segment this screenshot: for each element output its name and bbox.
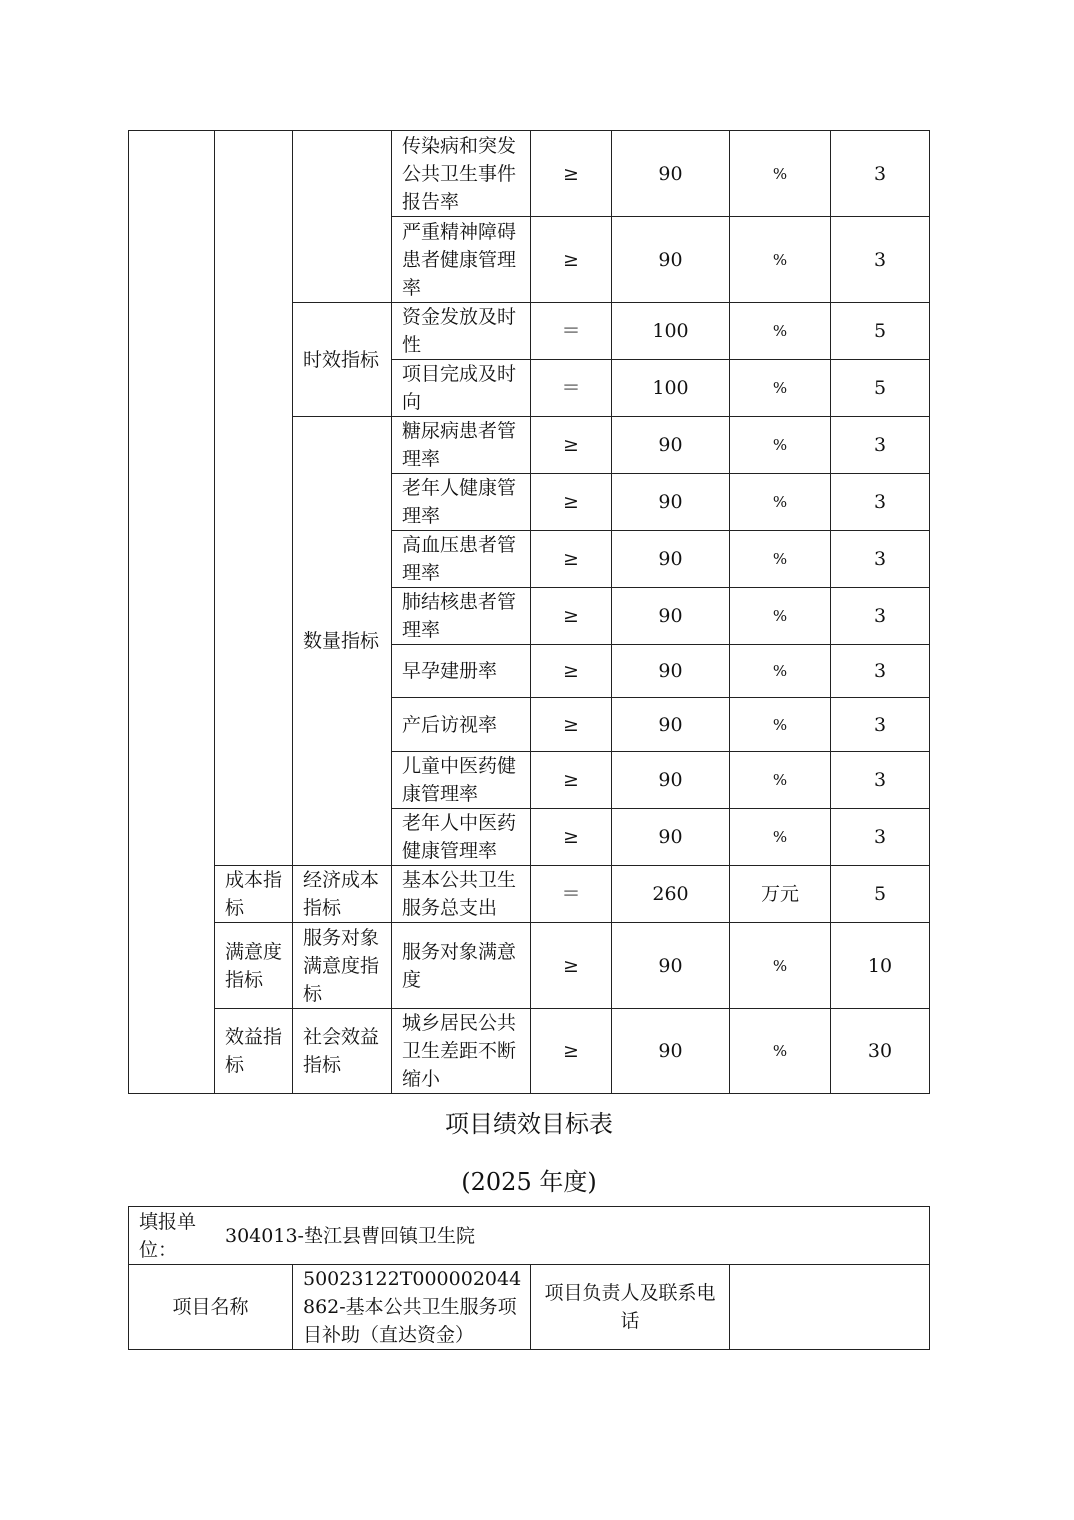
weight: 5 <box>831 866 930 923</box>
weight: 5 <box>831 303 930 360</box>
weight: 3 <box>831 588 930 645</box>
unit: % <box>730 1009 831 1094</box>
reporting-unit-label: 填报单位： <box>139 1210 197 1261</box>
indicator-name: 老年人健康管理率 <box>392 474 531 531</box>
target-value: 90 <box>612 531 730 588</box>
category-benefit: 效益指标 <box>215 1009 293 1094</box>
contact-value <box>730 1265 930 1350</box>
operator: ≥ <box>531 131 612 217</box>
weight: 3 <box>831 531 930 588</box>
operator: ≥ <box>531 1009 612 1094</box>
indicator-name: 高血压患者管理率 <box>392 531 531 588</box>
subcategory-social-benefit: 社会效益指标 <box>293 1009 392 1094</box>
target-value: 100 <box>612 303 730 360</box>
category-satisfaction: 满意度指标 <box>215 923 293 1009</box>
table-row <box>129 131 930 217</box>
indicator-name: 肺结核患者管理率 <box>392 588 531 645</box>
unit: % <box>730 131 831 217</box>
output-category-cell <box>215 131 293 866</box>
indicator-name: 资金发放及时性 <box>392 303 531 360</box>
operator: ≥ <box>531 809 612 866</box>
indicator-name: 城乡居民公共卫生差距不断缩小 <box>392 1009 531 1094</box>
operator: ≥ <box>531 645 612 698</box>
operator: ＝ <box>531 866 612 923</box>
indicator-name: 传染病和突发公共卫生事件报告率 <box>392 131 531 217</box>
unit: % <box>730 588 831 645</box>
indicator-name: 老年人中医药健康管理率 <box>392 809 531 866</box>
category-cost: 成本指标 <box>215 866 293 923</box>
weight: 3 <box>831 474 930 531</box>
target-value: 90 <box>612 809 730 866</box>
unit: 万元 <box>730 866 831 923</box>
target-value: 260 <box>612 866 730 923</box>
operator: ＝ <box>531 303 612 360</box>
operator: ≥ <box>531 698 612 752</box>
indicator-name: 糖尿病患者管理率 <box>392 417 531 474</box>
target-value: 90 <box>612 474 730 531</box>
weight: 3 <box>831 417 930 474</box>
performance-indicator-table <box>128 130 930 1094</box>
level1-cell <box>129 131 215 1094</box>
document-title: 项目绩效目标表 <box>445 1110 613 1138</box>
indicator-name: 基本公共卫生服务总支出 <box>392 866 531 923</box>
weight: 5 <box>831 360 930 417</box>
target-value: 90 <box>612 217 730 303</box>
unit: % <box>730 752 831 809</box>
operator: ≥ <box>531 923 612 1009</box>
reporting-unit-row <box>129 1207 930 1265</box>
indicator-name: 严重精神障碍患者健康管理率 <box>392 217 531 303</box>
target-value: 90 <box>612 1009 730 1094</box>
subcategory-economic-cost: 经济成本指标 <box>293 866 392 923</box>
unit: % <box>730 645 831 698</box>
reporting-unit-value: 304013-垫江县曹回镇卫生院 <box>225 1224 475 1247</box>
table-row <box>129 866 930 923</box>
project-info-table <box>128 1206 930 1350</box>
indicator-name: 儿童中医药健康管理率 <box>392 752 531 809</box>
weight: 3 <box>831 217 930 303</box>
weight: 10 <box>831 923 930 1009</box>
operator: ≥ <box>531 417 612 474</box>
document-year: (2025 年度) <box>461 1168 597 1196</box>
project-name-label: 项目名称 <box>129 1265 293 1350</box>
indicator-name: 项目完成及时向 <box>392 360 531 417</box>
table-row <box>129 923 930 1009</box>
contact-label: 项目负责人及联系电话 <box>531 1265 730 1350</box>
indicator-name: 服务对象满意度 <box>392 923 531 1009</box>
target-value: 100 <box>612 360 730 417</box>
indicator-name: 早孕建册率 <box>392 645 531 698</box>
operator: ＝ <box>531 360 612 417</box>
weight: 3 <box>831 698 930 752</box>
unit: % <box>730 474 831 531</box>
unit: % <box>730 923 831 1009</box>
unit: % <box>730 217 831 303</box>
operator: ≥ <box>531 531 612 588</box>
operator: ≥ <box>531 752 612 809</box>
unit: % <box>730 360 831 417</box>
weight: 3 <box>831 131 930 217</box>
target-value: 90 <box>612 752 730 809</box>
target-value: 90 <box>612 417 730 474</box>
target-value: 90 <box>612 131 730 217</box>
unit: % <box>730 303 831 360</box>
table-row <box>129 1265 930 1350</box>
operator: ≥ <box>531 588 612 645</box>
target-value: 90 <box>612 698 730 752</box>
target-value: 90 <box>612 645 730 698</box>
weight: 3 <box>831 809 930 866</box>
subcategory-timeliness: 时效指标 <box>293 303 392 417</box>
weight: 30 <box>831 1009 930 1094</box>
target-value: 90 <box>612 588 730 645</box>
subcategory-quantity: 数量指标 <box>293 417 392 866</box>
operator: ≥ <box>531 217 612 303</box>
table-row <box>129 1009 930 1094</box>
subcategory-service-satisfaction: 服务对象满意度指标 <box>293 923 392 1009</box>
unit: % <box>730 809 831 866</box>
table-row <box>129 1207 930 1265</box>
weight: 3 <box>831 752 930 809</box>
unit: % <box>730 698 831 752</box>
operator: ≥ <box>531 474 612 531</box>
quality-subcategory-cell <box>293 131 392 303</box>
indicator-name: 产后访视率 <box>392 698 531 752</box>
project-name-value: 50023122T000002044862-基本公共卫生服务项目补助（直达资金） <box>293 1265 531 1350</box>
weight: 3 <box>831 645 930 698</box>
unit: % <box>730 417 831 474</box>
unit: % <box>730 531 831 588</box>
target-value: 90 <box>612 923 730 1009</box>
